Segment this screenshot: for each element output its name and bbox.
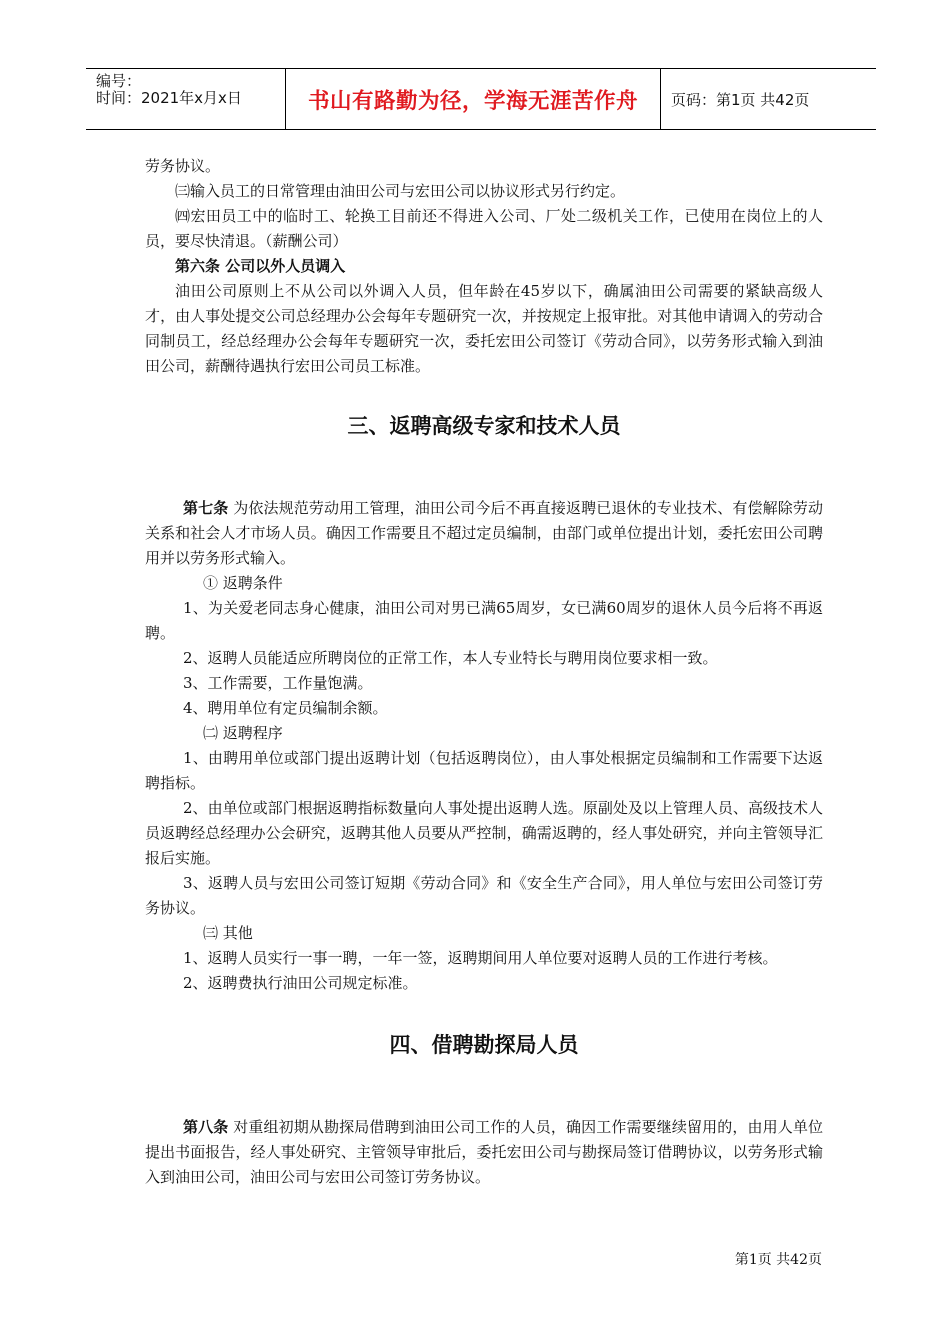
list-item: 3、工作需要，工作量饱满。 xyxy=(183,674,373,692)
article-6-body: 油田公司原则上不从公司以外调入人员，但年龄在45岁以下，确属油田公司需要的紧缺高级人才，由人事处提交公司总经理办公会每年专题研究一次，并按规定上报审批。对其他申请调入的劳动合同制员工，经总经理办公会每年专题研究一次，委托宏田公司签订《劳动合同》，以劳务形式输入到油田公司，薪酬待遇执行宏田公司员工标准。 xyxy=(145,282,823,375)
section-3-heading: 三、返聘高级专家和技术人员 xyxy=(347,414,621,438)
document-body xyxy=(145,154,823,1190)
paragraph: ㈣宏田员工中的临时工、轮换工目前还不得进入公司、厂处二级机关工作，已使用在岗位上的人员，要尽快清退。（薪酬公司） xyxy=(145,207,823,250)
article-6-title: 第六条 公司以外人员调入 xyxy=(175,257,346,275)
subheading-procedure: ㈡ 返聘程序 xyxy=(203,724,283,742)
article-8-label: 第八条 xyxy=(183,1118,229,1136)
paragraph: ㈢输入员工的日常管理由油田公司与宏田公司以协议形式另行约定。 xyxy=(175,182,626,200)
time-label: 时间：2021年x月x日 xyxy=(96,89,242,107)
header-meta xyxy=(86,69,286,129)
list-item: 1、为关爱老同志身心健康，油田公司对男已满65周岁，女已满60周岁的退休人员今后将不再返聘。 xyxy=(145,599,823,642)
header-motto: 书山有路勤为径，学海无涯苦作舟 xyxy=(286,69,661,129)
code-label: 编号： xyxy=(96,72,142,90)
list-item: 1、由聘用单位或部门提出返聘计划（包括返聘岗位），由人事处根据定员编制和工作需要下达返聘指标。 xyxy=(145,749,823,792)
list-item: 2、返聘人员能适应所聘岗位的正常工作，本人专业特长与聘用岗位要求相一致。 xyxy=(183,649,718,667)
article-7-label: 第七条 xyxy=(183,499,229,517)
list-item: 2、由单位或部门根据返聘指标数量向人事处提出返聘人选。原副处及以上管理人员、高级技术人员返聘经总经理办公会研究，返聘其他人员要从严控制，确需返聘的，经人事处研究，并向主管领导汇报后实施。 xyxy=(145,799,823,867)
subheading-conditions: ① 返聘条件 xyxy=(203,574,283,592)
article-7-body: 为依法规范劳动用工管理，油田公司今后不再直接返聘已退休的专业技术、有偿解除劳动关系和社会人才市场人员。确因工作需要且不超过定员编制，由部门或单位提出计划，委托宏田公司聘用并以劳务形式输入。 xyxy=(145,499,823,567)
subheading-other: ㈢ 其他 xyxy=(203,924,253,942)
paragraph: 劳务协议。 xyxy=(145,157,221,175)
list-item: 1、返聘人员实行一事一聘，一年一签，返聘期间用人单位要对返聘人员的工作进行考核。 xyxy=(183,949,778,967)
article-8-body: 对重组初期从勘探局借聘到油田公司工作的人员，确因工作需要继续留用的，由用人单位提出书面报告，经人事处研究、主管领导审批后，委托宏田公司与勘探局签订借聘协议，以劳务形式输入到油田公司，油田公司与宏田公司签订劳务协议。 xyxy=(145,1118,823,1186)
list-item: 4、聘用单位有定员编制余额。 xyxy=(183,699,388,717)
article-7 xyxy=(145,496,823,571)
list-item: 2、返聘费执行油田公司规定标准。 xyxy=(183,974,418,992)
article-8 xyxy=(145,1115,823,1190)
list-item: 3、返聘人员与宏田公司签订短期《劳动合同》和《安全生产合同》，用人单位与宏田公司签订劳务协议。 xyxy=(145,874,823,917)
document-header xyxy=(86,68,876,130)
section-4-heading: 四、借聘勘探局人员 xyxy=(389,1033,579,1057)
header-page-number: 页码：第1页 共42页 xyxy=(671,90,810,109)
page-footer: 第1页 共42页 xyxy=(734,1252,822,1268)
